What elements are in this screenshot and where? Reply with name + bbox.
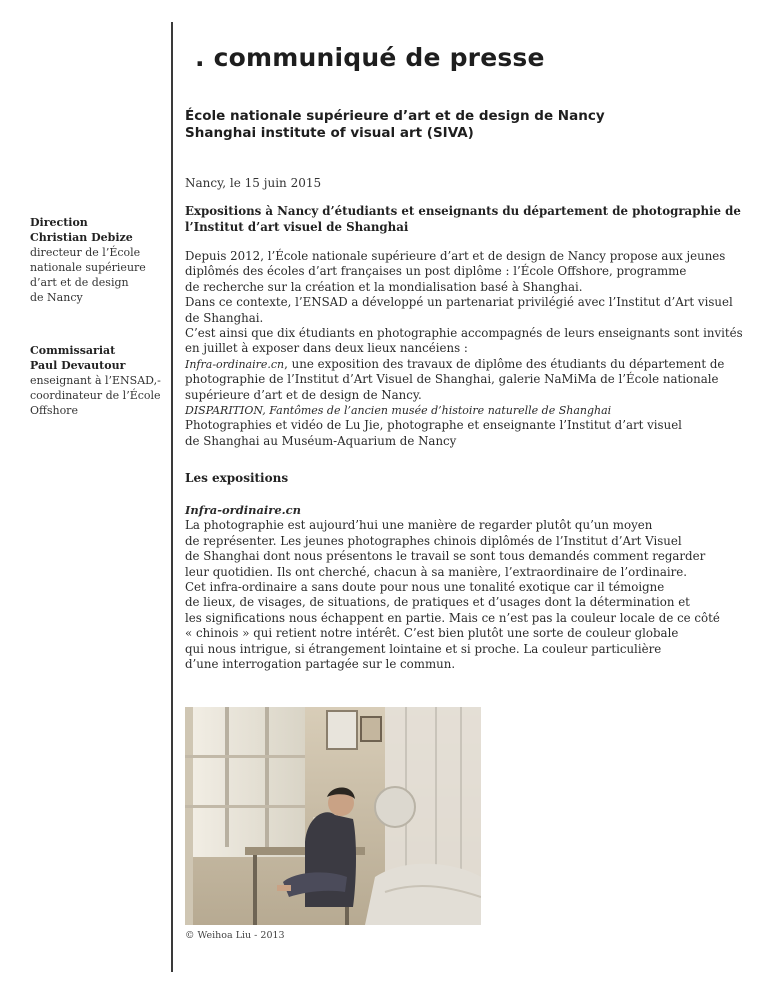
subject-line: Expositions à Nancy d’étudiants et enseignants du département de photographie de <box>185 204 741 218</box>
direction-line: nationale supérieure <box>30 261 146 274</box>
intro-line: de Shanghai. <box>185 310 264 325</box>
subject-heading <box>185 204 745 235</box>
venue1-title: Infra-ordinaire.cn <box>185 357 285 371</box>
venue1-line <box>185 357 745 372</box>
intro-paragraph <box>185 249 745 449</box>
sidebar-direction <box>30 215 164 305</box>
venue2-title: DISPARITION, Fantômes de l’ancien musée d’histoire naturelle de Shanghai <box>185 404 612 418</box>
intro-line: diplômés des écoles d’art françaises un post diplôme : l’École Offshore, programme <box>185 264 687 279</box>
intro-line: en juillet à exposer dans deux lieux nancéiens : <box>185 341 468 356</box>
direction-role: Direction <box>30 216 88 229</box>
photo-caption: © Weihoa Liu - 2013 <box>185 930 285 941</box>
venue1-line: photographie de l’Institut d’Art Visuel de Shanghai, galerie NaMiMa de l’École nationale <box>185 372 719 387</box>
expo-paragraph <box>185 503 745 672</box>
intro-line: Dans ce contexte, l’ENSAD a développé un partenariat privilégié avec l’Institut d’Art visuel <box>185 295 733 310</box>
intro-line: C’est ainsi que dix étudiants en photographie accompagnés de leurs enseignants sont invités <box>185 326 743 341</box>
photograph <box>185 707 481 925</box>
expo-line: Cet infra-ordinaire a sans doute pour nous une tonalité exotique car il témoigne <box>185 580 665 595</box>
curation-name: Paul Devautour <box>30 359 126 372</box>
direction-name: Christian Debize <box>30 231 133 244</box>
venue1-rest: , une exposition des travaux de diplôme des étudiants du département de <box>284 356 725 371</box>
direction-line: d’art et de design <box>30 276 129 289</box>
venue2-line: Photographies et vidéo de Lu Jie, photographe et enseignante l’Institut d’art visuel <box>185 418 682 433</box>
institutions-block <box>185 108 605 142</box>
expo-line: de représenter. Les jeunes photographes chinois diplômés de l’Institut d’Art Visuel <box>185 533 682 548</box>
direction-line: de Nancy <box>30 291 83 304</box>
curation-line: coordinateur de l’École <box>30 389 161 402</box>
curation-line: enseignant à l’ENSAD,- <box>30 374 161 387</box>
dateline: Nancy, le 15 juin 2015 <box>185 176 322 190</box>
direction-line: directeur de l’École <box>30 246 141 259</box>
expo-line: « chinois » qui retient notre intérêt. C’est bien plutôt une sorte de couleur globale <box>185 626 679 641</box>
expo-line: La photographie est aujourd’hui une manière de regarder plutôt qu’un moyen <box>185 518 653 533</box>
sidebar-curation <box>30 343 164 418</box>
intro-line: Depuis 2012, l’École nationale supérieure d’art et de design de Nancy propose aux jeunes <box>185 249 726 263</box>
subject-line: l’Institut d’art visuel de Shanghai <box>185 219 409 234</box>
expo-line: d’une interrogation partagée sur le commun. <box>185 657 456 672</box>
expo-line: qui nous intrigue, si étrangement lointaine et si proche. La couleur particulière <box>185 641 662 656</box>
expo-title: Infra-ordinaire.cn <box>185 503 302 517</box>
expo-line: de lieux, de visages, de situations, de pratiques et d’usages dont la détermination et <box>185 595 690 610</box>
expo-line: leur quotidien. Ils ont cherché, chacun à sa manière, l’extraordinaire de l’ordinaire. <box>185 564 688 579</box>
curation-line: Offshore <box>30 404 78 417</box>
vertical-rule <box>171 22 173 972</box>
intro-line: de recherche sur la création et la mondialisation basé à Shanghai. <box>185 279 583 294</box>
expo-line: de Shanghai dont nous présentons le travail se sont tous demandés comment regarder <box>185 549 706 564</box>
expo-line: les significations nous échappent en partie. Mais ce n’est pas la couleur locale de ce côté <box>185 610 720 625</box>
page-title: . communiqué de presse <box>195 43 545 72</box>
section-heading: Les expositions <box>185 471 289 485</box>
institution-siva: Shanghai institute of visual art (SIVA) <box>185 125 474 141</box>
venue2-line: de Shanghai au Muséum-Aquarium de Nancy <box>185 433 457 448</box>
institution-ensad: École nationale supérieure d’art et de design de Nancy <box>185 108 605 124</box>
curation-role: Commissariat <box>30 344 116 357</box>
venue1-line: supérieure d’art et de design de Nancy. <box>185 387 422 402</box>
